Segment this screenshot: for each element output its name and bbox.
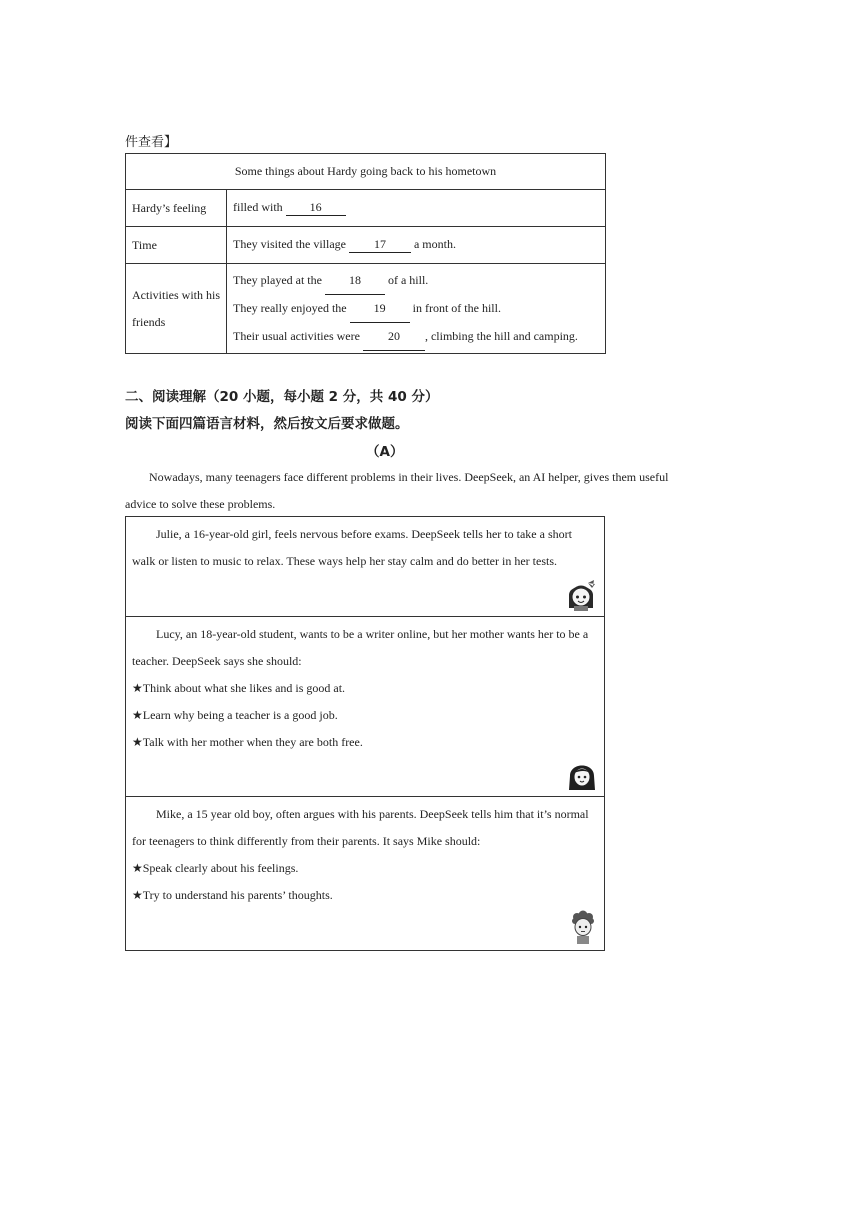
line-text: filled with xyxy=(233,200,286,214)
table-title: Some things about Hardy going back to his hometown xyxy=(126,154,606,190)
part-label: （A） xyxy=(366,444,404,460)
section-instruction: 阅读下面四篇语言材料，然后按文后要求做题。 xyxy=(125,416,409,432)
activity-line xyxy=(233,323,599,351)
line-text: a month. xyxy=(410,237,456,251)
line-text: in front of the hill. xyxy=(409,300,501,315)
row-label-feeling: Hardy’s feeling xyxy=(126,190,227,227)
line-text: of a hill. xyxy=(384,272,429,287)
line-text: They played at the xyxy=(233,272,325,287)
row-label-time: Time xyxy=(126,227,227,264)
row-content-activities xyxy=(227,264,606,354)
tip-item: ★Try to understand his parents’ thoughts. xyxy=(132,888,333,902)
case-text: Julie, a 16-year-old girl, feels nervous before exams. DeepSeek tells her to take a short walk or listen to music to relax. These ways help her stay calm and do better in her tests. xyxy=(132,527,572,568)
line-text: They really enjoyed the xyxy=(233,300,350,315)
section-heading: 二、阅读理解（20 小题，每小题 2 分，共 40 分） xyxy=(125,389,439,405)
tip-item: ★Talk with her mother when they are both free. xyxy=(132,735,363,749)
row-content-time xyxy=(227,227,606,264)
blank-20: 20 xyxy=(363,323,425,351)
row-content-feeling xyxy=(227,190,606,227)
page-fragment-text: 件查看】 xyxy=(125,135,178,150)
blank-16: 16 xyxy=(286,200,346,216)
girl-with-bow-icon xyxy=(564,578,598,612)
boy-curly-hair-icon xyxy=(568,910,598,946)
case-box-julie xyxy=(125,516,605,617)
activity-line xyxy=(233,267,599,295)
intro-paragraph: Nowadays, many teenagers face different problems in their lives. DeepSeek, an AI helper, gives them useful advice to solve these problems. xyxy=(125,470,669,511)
hardy-info-table xyxy=(125,153,606,354)
blank-19: 19 xyxy=(350,295,410,323)
case-text: Lucy, an 18-year-old student, wants to be a writer online, but her mother wants her to be a teacher. DeepSeek says she should: xyxy=(132,627,589,668)
case-box-lucy xyxy=(125,616,605,797)
girl-long-hair-icon xyxy=(566,760,598,792)
line-text: , climbing the hill and camping. xyxy=(424,328,578,343)
tip-item: ★Think about what she likes and is good at. xyxy=(132,681,346,695)
blank-18: 18 xyxy=(325,267,385,295)
tip-item: ★Speak clearly about his feelings. xyxy=(132,861,299,875)
blank-17: 17 xyxy=(349,237,411,253)
line-text: Their usual activities were xyxy=(233,328,363,343)
activity-line xyxy=(233,295,599,323)
tip-item: ★Learn why being a teacher is a good job. xyxy=(132,708,338,722)
case-text: Mike, a 15 year old boy, often argues with his parents. DeepSeek tells him that it’s normal for teenagers to think differently from their parents. It says Mike should: xyxy=(132,807,589,848)
row-label-activities: Activities with his friends xyxy=(126,264,227,354)
line-text: They visited the village xyxy=(233,237,349,251)
case-box-mike xyxy=(125,796,605,951)
